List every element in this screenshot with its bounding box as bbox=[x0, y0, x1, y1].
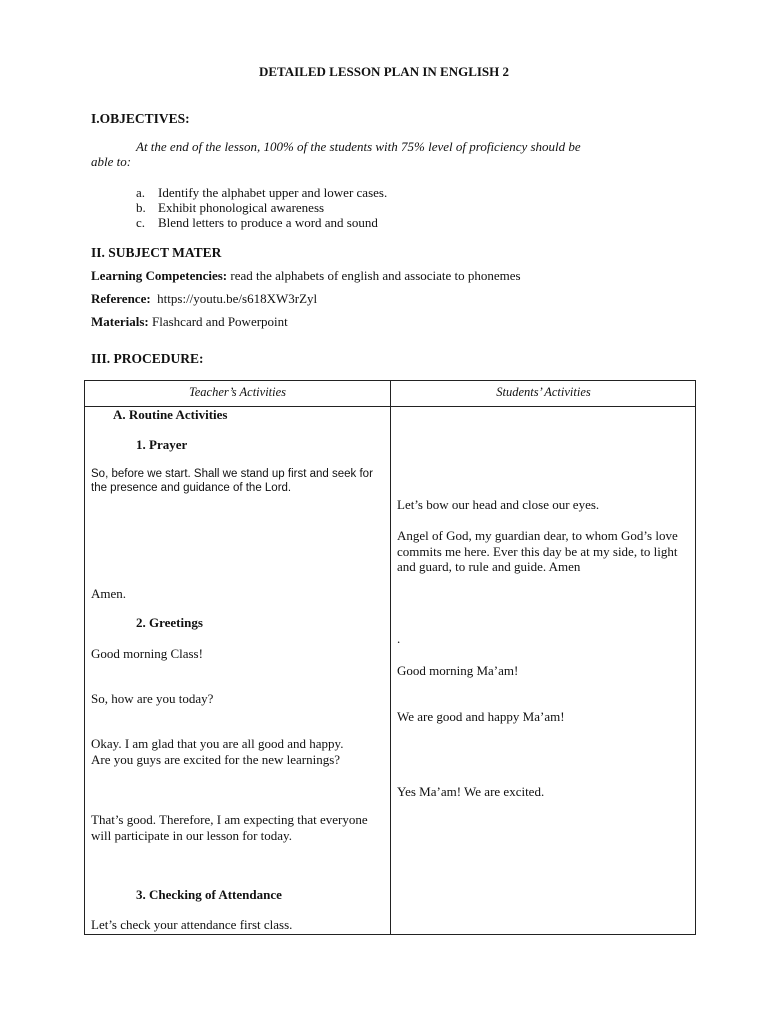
materials bbox=[91, 314, 288, 330]
learning-competencies bbox=[91, 268, 521, 284]
objectives-intro bbox=[91, 139, 676, 169]
materials-label: Materials: bbox=[91, 314, 149, 329]
objectives-intro-line2: able to: bbox=[91, 154, 132, 169]
objective-letter: a. bbox=[136, 185, 146, 200]
teacher-how-are-you: So, how are you today? bbox=[91, 691, 214, 706]
objective-item bbox=[136, 200, 324, 216]
activities-table bbox=[84, 380, 696, 935]
students-good-morning: Good morning Ma’am! bbox=[397, 663, 519, 678]
students-bow-heads: Let’s bow our head and close our eyes. bbox=[397, 497, 600, 512]
reference-label: Reference: bbox=[91, 291, 151, 306]
students-dot: . bbox=[397, 631, 401, 646]
subsection-greetings: 2. Greetings bbox=[136, 615, 203, 630]
teacher-attendance: Let’s check your attendance first class. bbox=[91, 917, 293, 932]
objective-letter: b. bbox=[136, 200, 146, 215]
objectives-intro-line1: At the end of the lesson, 100% of the students with 75% level of proficiency should be bbox=[136, 139, 581, 154]
objective-item bbox=[136, 215, 378, 231]
learning-competencies-value: read the alphabets of english and associate to phonemes bbox=[227, 268, 521, 283]
teacher-prayer-text: So, before we start. Shall we stand up first and seek for the presence and guidance of the Lord. bbox=[91, 468, 373, 494]
teacher-glad: Okay. I am glad that you are all good and happy. Are you guys are excited for the new learnings? bbox=[91, 736, 344, 767]
reference-link[interactable]: https://youtu.be/s618XW3rZyl bbox=[150, 291, 318, 306]
teacher-amen: Amen. bbox=[91, 586, 127, 601]
objective-text: Exhibit phonological awareness bbox=[158, 200, 325, 215]
objective-text: Identify the alphabet upper and lower cases. bbox=[158, 185, 388, 200]
teacher-expect: That’s good. Therefore, I am expecting that everyone will participate in our lesson for today. bbox=[91, 812, 368, 843]
procedure-heading: III. PROCEDURE: bbox=[91, 351, 204, 366]
reference bbox=[91, 291, 317, 307]
subject-matter-heading: II. SUBJECT MATER bbox=[91, 245, 222, 260]
students-activities-header: Students’ Activities bbox=[496, 385, 591, 399]
section-routine-activities: A. Routine Activities bbox=[113, 407, 228, 422]
objectives-heading: I.OBJECTIVES: bbox=[91, 111, 190, 126]
learning-competencies-label: Learning Competencies: bbox=[91, 268, 228, 283]
teacher-activities-header: Teacher’s Activities bbox=[188, 385, 287, 399]
students-good-happy: We are good and happy Ma’am! bbox=[397, 709, 565, 724]
column-divider bbox=[390, 381, 391, 934]
students-excited: Yes Ma’am! We are excited. bbox=[397, 784, 545, 799]
materials-value: Flashcard and Powerpoint bbox=[148, 314, 288, 329]
teacher-good-morning: Good morning Class! bbox=[91, 646, 203, 661]
objective-letter: c. bbox=[136, 215, 146, 230]
students-angel-prayer: Angel of God, my guardian dear, to whom God’s love commits me here. Ever this day be at my side, to light and guard, to rule and guide. Amen bbox=[397, 528, 678, 574]
document-title: DETAILED LESSON PLAN IN ENGLISH 2 bbox=[258, 64, 510, 79]
subsection-checking-attendance: 3. Checking of Attendance bbox=[136, 887, 282, 902]
subsection-prayer: 1. Prayer bbox=[136, 437, 188, 452]
objective-item bbox=[136, 185, 387, 201]
objective-text: Blend letters to produce a word and sound bbox=[158, 215, 378, 230]
